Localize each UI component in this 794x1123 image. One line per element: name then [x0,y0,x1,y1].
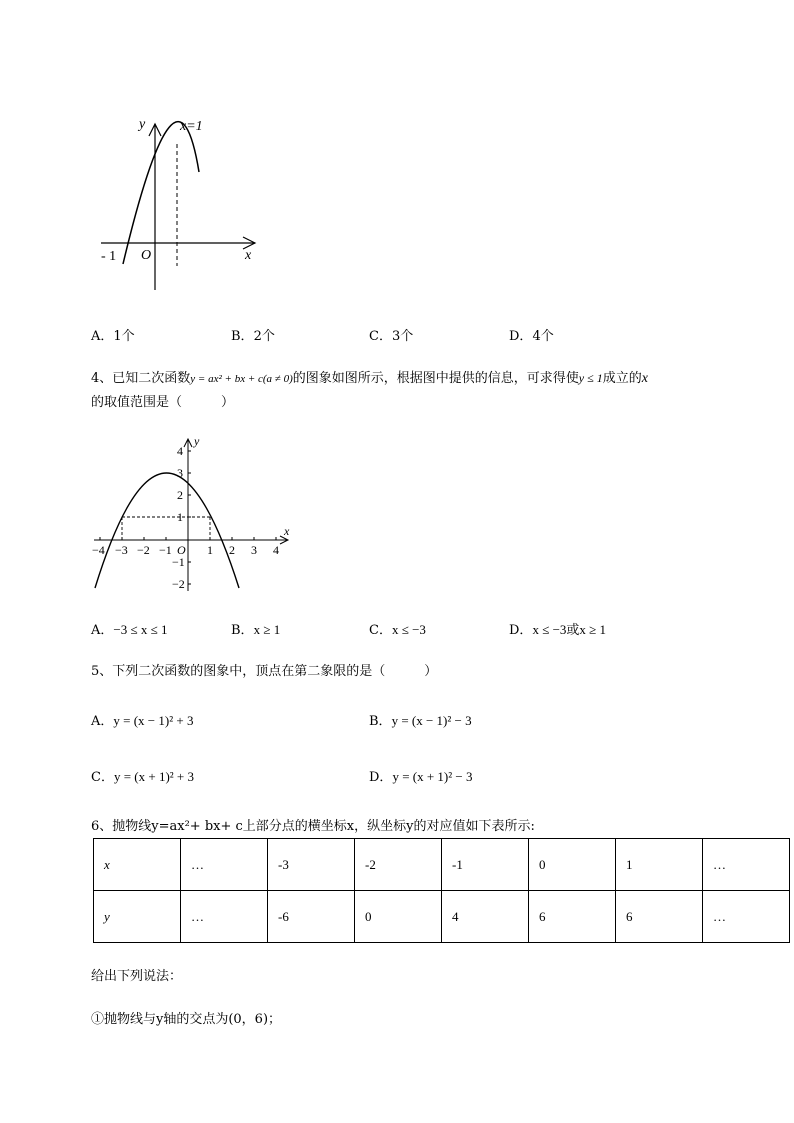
q3-option-c [369,325,413,344]
question-number: 5、 [91,664,113,679]
q5-stem [91,660,437,679]
q4-stem-line1 [91,367,648,387]
x-tick-label: 1 [207,543,213,557]
table-cell: … [703,891,790,943]
table-cell: 0 [355,891,442,943]
option-text: 1个 [113,329,135,344]
option-text: 4个 [532,329,554,344]
table-cell: 4 [442,891,529,943]
option-text: y = (x − 1)² + 3 [113,713,194,728]
parabola-graph-2 [88,433,298,595]
parabola-graph-1 [95,108,270,298]
q5-option-c [91,766,194,785]
q5-option-b [369,710,472,729]
q6-given [91,965,182,984]
x-tick-label: −3 [115,543,128,557]
table-cell: -3 [268,839,355,891]
table-cell: -6 [268,891,355,943]
table-row [94,891,790,943]
y-tick-label: 4 [177,444,183,458]
option-text: y = (x + 1)² + 3 [113,769,195,784]
x-tick-label: 2 [229,543,235,557]
table-cell: 1 [616,839,703,891]
x-tick-label: −4 [92,543,105,557]
x-tick-label: 3 [251,543,257,557]
y-tick-label: 1 [177,510,183,524]
q6-statement-1 [91,1008,281,1027]
x-tick-label: 4 [273,543,279,557]
q4-stem-line2 [91,391,234,410]
symmetry-label: x=1 [180,119,203,134]
table-cell: … [703,839,790,891]
table-cell: 0 [529,839,616,891]
option-letter: D． [509,623,533,638]
q4-option-c [369,619,426,638]
y-tick-label: −1 [172,555,185,569]
q4-option-a [91,619,168,638]
q6-statement-text: ①抛物线与y轴的交点为(0，6)； [91,1012,282,1027]
option-letter: D． [369,770,393,785]
option-text: x ≥ 1 [253,622,281,637]
q3-option-a [91,325,135,344]
option-letter: C． [91,770,114,785]
y-tick-label: 3 [177,466,183,480]
q4-function: y = ax² + bx + c(a ≠ 0) [190,373,293,385]
table-cell: y [94,891,181,943]
q4-condition: y ≤ 1 [578,371,603,385]
y-tick-label: −2 [172,577,185,591]
q4-range-text: 的取值范围是（ ） [91,395,235,410]
option-text: x ≤ −3 [391,622,426,637]
option-letter: A． [91,623,114,638]
y-axis-label: y [194,434,200,448]
q6-given-text: 给出下列说法： [91,969,183,984]
q3-option-d [509,325,554,344]
option-text: −3 ≤ x ≤ 1 [113,622,168,637]
q6-text: 抛物线y=ax²+ bx+ c上部分点的横坐标x，纵坐标y的对应值如下表所示: [112,819,535,834]
table-cell: 6 [529,891,616,943]
q4-option-b [231,619,280,638]
option-letter: A． [91,329,114,344]
q3-option-b [231,325,275,344]
x-tick-label: −1 [159,543,172,557]
table-cell: … [181,891,268,943]
table-row [94,839,790,891]
x-axis-label: x [284,524,290,538]
value-table [93,838,790,943]
table-cell: x [94,839,181,891]
x-tick-label: −2 [137,543,150,557]
x-axis-label: x [245,248,252,263]
option-letter: C． [369,329,392,344]
y-tick-label: 2 [177,488,183,502]
q6-stem [91,815,535,834]
option-letter: B． [231,623,254,638]
option-text: y = (x + 1)² − 3 [392,769,473,784]
option-letter: B． [369,714,392,729]
option-text: x ≤ −3或x ≥ 1 [532,622,607,637]
question-number: 6、 [91,819,113,834]
option-letter: A． [91,714,114,729]
table-cell: -1 [442,839,529,891]
q4-variable: x [641,371,648,386]
q4-pre-text: 已知二次函数 [112,371,191,386]
neg-one-label: - 1 [101,249,117,264]
table-cell: -2 [355,839,442,891]
q5-option-a [91,710,193,729]
parabola-curve [95,473,239,588]
option-letter: D． [509,329,533,344]
option-letter: C． [369,623,392,638]
table-cell: … [181,839,268,891]
y-axis-label: y [139,117,146,132]
option-text: y = (x − 1)² − 3 [391,713,472,728]
q4-post-text: 成立的 [602,371,642,386]
option-text: 2个 [253,329,275,344]
q4-mid-text: 的图象如图所示，根据图中提供的信息，可求得使 [292,371,579,386]
option-letter: B． [231,329,254,344]
table-cell: 6 [616,891,703,943]
question-number: 4、 [91,371,113,386]
q5-option-d [369,766,473,785]
q4-option-d [509,619,606,638]
origin-label: O [177,543,186,557]
origin-label: O [141,248,152,263]
q5-text: 下列二次函数的图象中，顶点在第二象限的是（ ） [112,664,438,679]
option-text: 3个 [391,329,414,344]
